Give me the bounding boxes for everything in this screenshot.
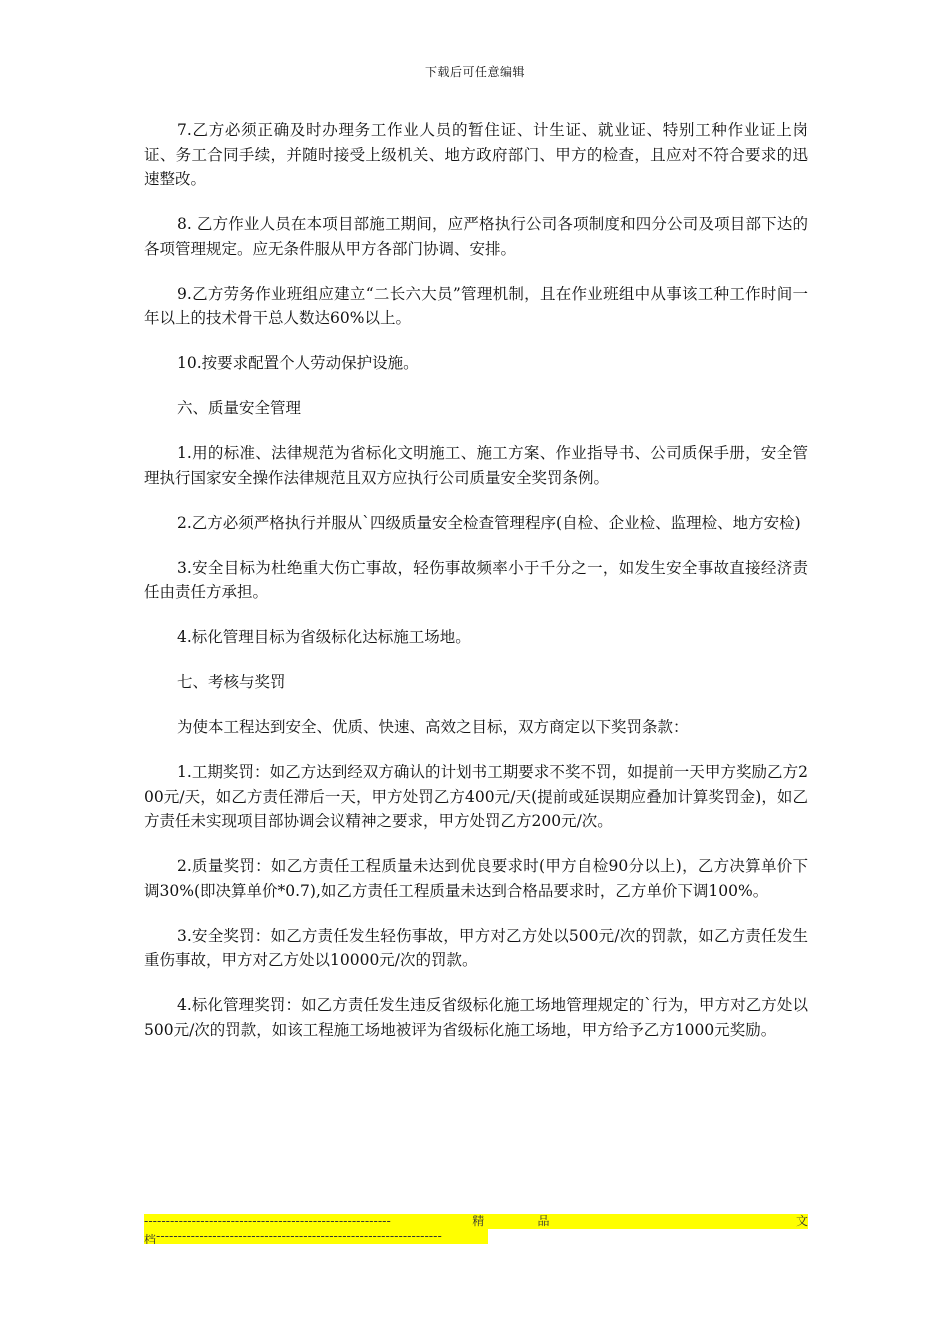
paragraph-10: 10.按要求配置个人劳动保护设施。 [177,354,419,372]
paragraph-8: 8. 乙方作业人员在本项目部施工期间，应严格执行公司各项制度和四分公司及项目部下达的各项管理规定。应无条件服从甲方各部门协调、安排。 [144,215,808,258]
document-body [144,118,808,1063]
footer-line-1 [144,1214,808,1229]
paragraph-7: 7.乙方必须正确及时办理务工作业人员的暂住证、计生证、就业证、特别工种作业证上岗证、务工合同手续，并随时接受上级机关、地方政府部门、甲方的检查，且应对不符合要求的迅速整改。 [144,121,808,188]
section-heading-assessment: 七、考核与奖罚 [177,673,286,691]
page-footer [144,1214,808,1248]
section-heading-quality-safety: 六、质量安全管理 [177,399,302,417]
paragraph-schedule-reward: 1.工期奖罚：如乙方达到经双方确认的计划书工期要求不奖不罚，如提前一天甲方奖励乙方200元/天，如乙方责任滞后一天，甲方处罚乙方400元/天(提前或延误期应叠加计算奖罚金)，如乙方责任未实现项目部协调会议精神之要求，甲方处罚乙方200元/次。 [144,763,808,830]
footer-char-3: 文 [795,1214,808,1228]
footer-dashes-left: --------------------------------------------------------- [144,1214,391,1228]
paragraph-quality-3: 3.安全目标为杜绝重大伤亡事故，轻伤事故频率小于千分之一，如发生安全事故直接经济责任由责任方承担。 [144,558,808,601]
paragraph-quality-reward: 2.质量奖罚：如乙方责任工程质量未达到优良要求时(甲方自检90分以上)，乙方决算单价下调30%(即决算单价*0.7),如乙方责任工程质量未达到合格品要求时，乙方单价下调100%。 [144,857,808,900]
paragraph-quality-2: 2.乙方必须严格执行并服从`四级质量安全检查管理程序(自检、企业检、监理检、地方安检) [177,513,801,532]
paragraph-quality-1: 1.用的标准、法律规范为省标化文明施工、施工方案、作业指导书、公司质保手册，安全管理执行国家安全操作法律规范且双方应执行公司质量安全奖罚条例。 [144,444,808,487]
paragraph-9: 9.乙方劳务作业班组应建立“二长六大员”管理机制，且在作业班组中从事该工种工作时间一年以上的技术骨干总人数达60%以上。 [144,284,808,327]
paragraph-standardization-reward: 4.标化管理奖罚：如乙方责任发生违反省级标化施工场地管理规定的`行为，甲方对乙方处以500元/次的罚款，如该工程施工场地被评为省级标化施工场地，甲方给予乙方1000元奖励。 [144,996,808,1039]
paragraph-quality-4: 4.标化管理目标为省级标化达标施工场地。 [177,628,471,646]
footer-char-4: 档 [144,1233,157,1244]
footer-char-2: 品 [537,1214,550,1228]
footer-dashes-right: ------------------------------------------------------------------ [156,1229,442,1243]
footer-line-2 [144,1229,488,1244]
page-header: 下载后可任意编辑 [424,65,525,79]
paragraph-assessment-intro: 为使本工程达到安全、优质、快速、高效之目标，双方商定以下奖罚条款： [177,718,689,736]
paragraph-safety-reward: 3.安全奖罚：如乙方责任发生轻伤事故，甲方对乙方处以500元/次的罚款，如乙方责任发生重伤事故，甲方对乙方处以10000元/次的罚款。 [144,926,808,969]
footer-char-1: 精 [472,1214,485,1228]
